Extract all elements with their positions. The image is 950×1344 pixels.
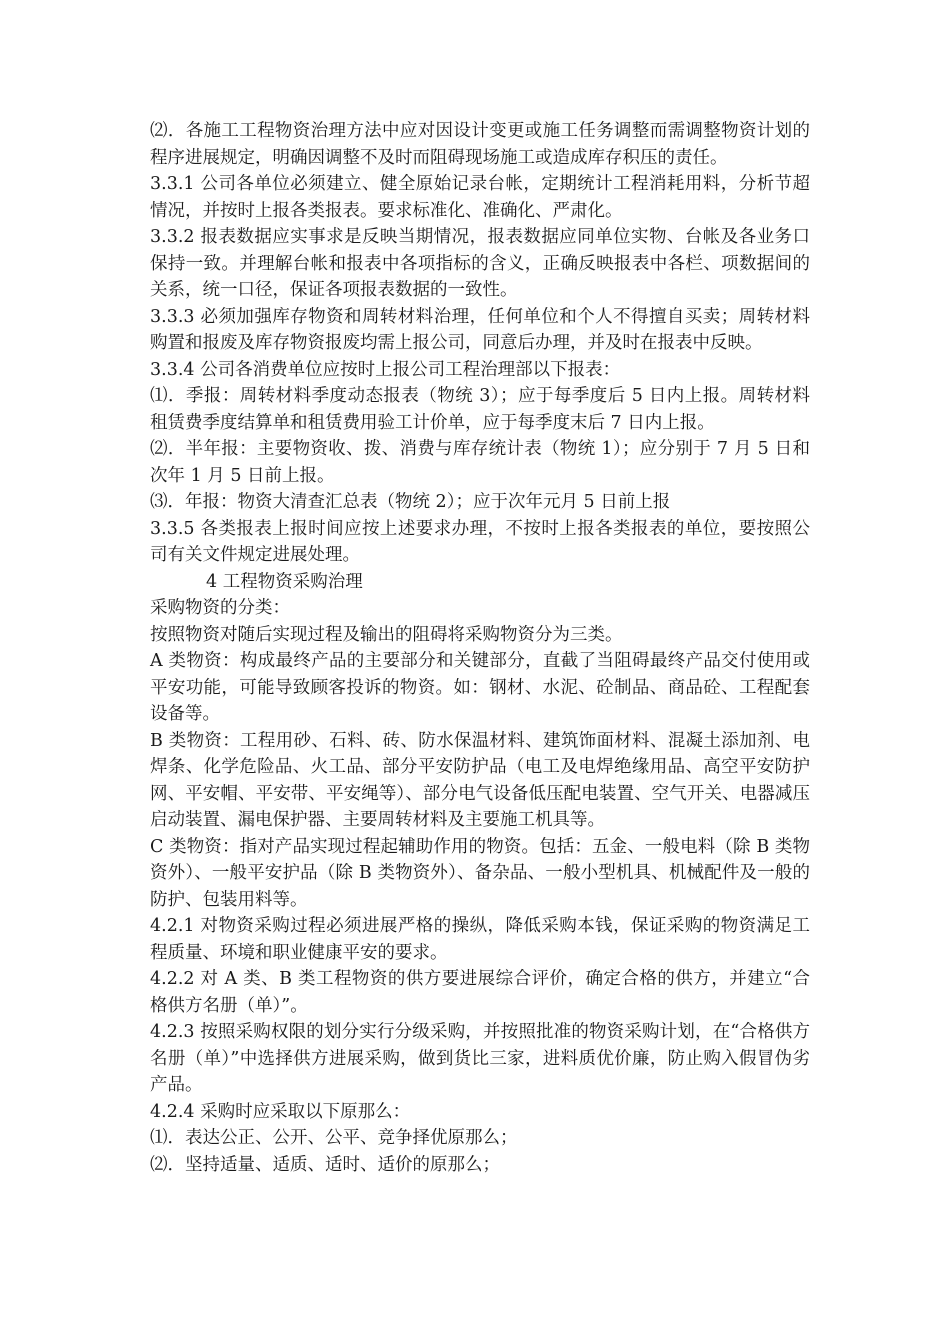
paragraph-4-2-2: 4.2.2 对 A 类、B 类工程物资的供方要进展综合评价，确定合格的供方，并建立“合格供方名册（单）”。: [150, 969, 810, 1016]
paragraph-class-c: C 类物资：指对产品实现过程起辅助作用的物资。包括：五金、一般电料（除 B 类物资外）、一般平安护品（除 B 类物资外）、备杂品、一般小型机具、机械配件及一般的防护、包装用料等。: [150, 836, 810, 910]
paragraph-4-2-3: 4.2.3 按照采购权限的划分实行分级采购，并按照批准的物资采购计划，在“合格供方名册（单）”中选择供方进展采购，做到货比三家，进料质优价廉，防止购入假冒伪劣产品。: [150, 1022, 810, 1095]
paragraph-4-2-1: 4.2.1 对物资采购过程必须进展严格的操纵，降低采购本钱，保证采购的物资满足工程质量、环境和职业健康平安的要求。: [150, 916, 810, 963]
paragraph-quarterly-report: ⑴．季报：周转材料季度动态报表（物统 3）；应于每季度后 5 日内上报。周转材料租赁费季度结算单和租赁费用验工计价单，应于每季度末后 7 日内上报。: [150, 386, 810, 433]
paragraph-classification-intro: 按照物资对随后实现过程及输出的阻碍将采购物资分为三类。: [150, 624, 623, 645]
paragraph-class-a: A 类物资：构成最终产品的主要部分和关键部分，直截了当阻碍最终产品交付使用或平安功能，可能导致顾客投诉的物资。如：钢材、水泥、砼制品、商品砼、工程配套设备等。: [150, 651, 810, 724]
paragraph-4-2-4: 4.2.4 采购时应采取以下原那么：: [150, 1101, 411, 1122]
paragraph-2-plan-adjustment: ⑵．各施工工程物资治理方法中应对因设计变更或施工任务调整而需调整物资计划的程序进展规定，明确因调整不及时而阻碍现场施工或造成库存积压的责任。: [150, 121, 810, 168]
paragraph-annual-report: ⑶．年报：物资大清查汇总表（物统 2）；应于次年元月 5 日前上报: [150, 492, 671, 512]
paragraph-principle-1: ⑴．表达公正、公开、公平、竞争择优原那么；: [150, 1128, 518, 1148]
paragraph-3-3-4: 3.3.4 公司各消费单位应按时上报公司工程治理部以下报表：: [150, 359, 621, 380]
document-body: [150, 118, 810, 1178]
paragraph-3-3-1: 3.3.1 公司各单位必须建立、健全原始记录台帐，定期统计工程消耗用料，分析节超情况，并按时上报各类报表。要求标准化、准确化、严肃化。: [150, 174, 810, 221]
paragraph-3-3-5: 3.3.5 各类报表上报时间应按上述要求办理，不按时上报各类报表的单位，要按照公司有关文件规定进展处理。: [150, 518, 810, 565]
paragraph-principle-2: ⑵．坚持适量、适质、适时、适价的原那么；: [150, 1154, 500, 1175]
paragraph-half-year-report: ⑵．半年报：主要物资收、拨、消费与库存统计表（物统 1）；应分别于 7 月 5 日和次年 1 月 5 日前上报。: [150, 439, 810, 486]
paragraph-class-b: B 类物资：工程用砂、石料、砖、防水保温材料、建筑饰面材料、混凝土添加剂、电焊条、化学危险品、火工品、部分平安防护品（电工及电焊绝缘用品、高空平安防护网、平安帽、平安带、平安绳等）、部分电气设备低压配电装置、空气开关、电器减压启动装置、漏电保护器、主要周转材料及主要施工机具等。: [150, 730, 810, 830]
paragraph-3-3-2: 3.3.2 报表数据应实事求是反映当期情况，报表数据应同单位实物、台帐及各业务口保持一致。并理解台帐和报表中各项指标的含义，正确反映报表中各栏、项数据间的关系，统一口径，保证各项报表数据的一致性。: [150, 227, 810, 300]
section-heading: 4 工程物资采购治理: [206, 571, 363, 592]
paragraph-3-3-3: 3.3.3 必须加强库存物资和周转材料治理，任何单位和个人不得擅自买卖；周转材料购置和报废及库存物资报废均需上报公司，同意后办理，并及时在报表中反映。: [150, 306, 810, 353]
paragraph-classification-title: 采购物资的分类：: [150, 598, 290, 618]
